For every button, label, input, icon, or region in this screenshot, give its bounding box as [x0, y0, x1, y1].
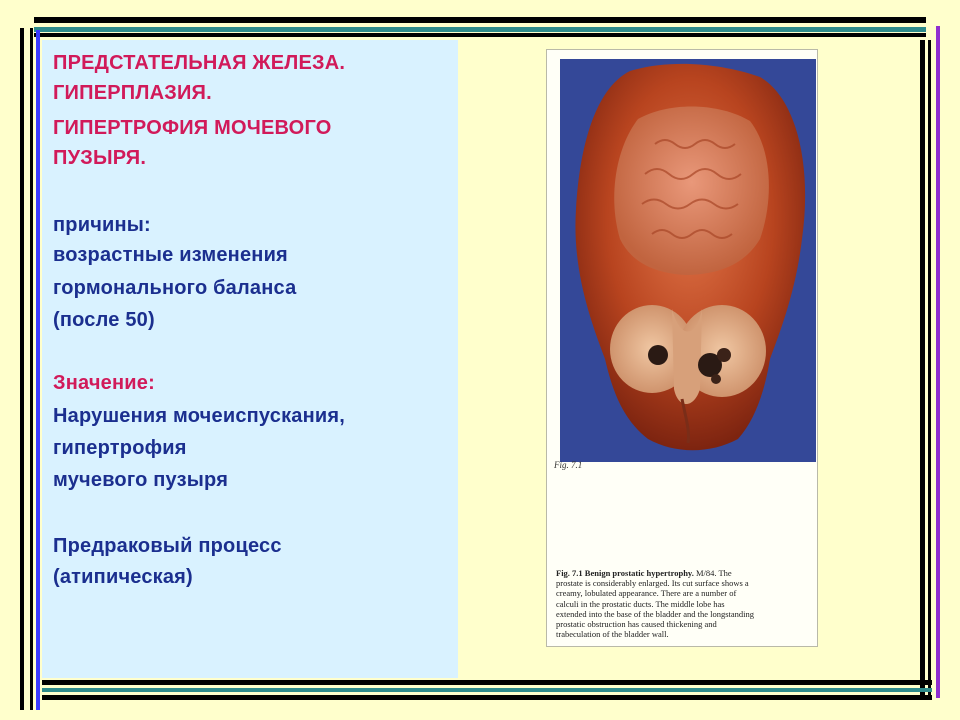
title-line-4: ПУЗЫРЯ. — [53, 147, 147, 169]
frame-bottom-black-bar — [42, 680, 932, 685]
title-line-2: ГИПЕРПЛАЗИЯ. — [53, 82, 212, 104]
significance-label: Значение: — [53, 372, 155, 394]
caption-heading: Fig. 7.1 Benign prostatic hypertrophy. — [556, 568, 694, 578]
causes-label: причины: — [53, 214, 151, 236]
frame-bottom-teal-bar — [42, 688, 932, 692]
significance-line-3: мучевого пузыря — [53, 469, 229, 491]
figure-card — [546, 49, 818, 647]
caption-line-4: extended into the base of the bladder and the longstanding — [556, 608, 755, 619]
significance-line-2: гипертрофия — [53, 437, 187, 459]
frame-right-black-bar-2 — [928, 40, 931, 698]
frame-top-black-bar-2 — [34, 33, 926, 37]
precancer-line-1: Предраковый процесс — [53, 535, 282, 557]
frame-left-blue-bar — [36, 30, 40, 710]
frame-right-black-bar — [920, 40, 925, 698]
causes-line-2: гормонального баланса — [53, 277, 297, 299]
title-line-1: ПРЕДСТАТЕЛЬНАЯ ЖЕЛЕЗА. — [53, 52, 346, 74]
caption-line-2: creamy, lobulated appearance. There are a number of — [556, 588, 737, 599]
causes-line-3: (после 50) — [53, 309, 155, 331]
caption-ref: M/84. The — [695, 568, 732, 578]
specimen-photo — [560, 59, 816, 462]
figure-label: Fig. 7.1 — [554, 460, 583, 470]
caption-line-1: prostate is considerably enlarged. Its cut surface shows a — [556, 578, 749, 589]
figure-caption — [556, 568, 808, 639]
frame-left-black-bar — [20, 28, 24, 710]
frame-left-black-bar-2 — [30, 28, 33, 710]
causes-line-1: возрастные изменения — [53, 244, 288, 266]
significance-line-1: Нарушения мочеиспускания, — [53, 405, 346, 427]
frame-bottom-black-bar-2 — [42, 695, 932, 700]
frame-top-teal-bar — [34, 27, 926, 32]
frame-right-purple-bar — [936, 26, 940, 698]
caption-line-3: calculi in the prostatic ducts. The middle lobe has — [556, 598, 725, 609]
caption-line-5: prostatic obstruction has caused thickening and — [556, 619, 717, 630]
frame-top-black-bar — [34, 17, 926, 23]
caption-line-6: trabeculation of the bladder wall. — [556, 629, 669, 640]
title-line-3: ГИПЕРТРОФИЯ МОЧЕВОГО — [53, 117, 332, 139]
precancer-line-2: (атипическая) — [53, 566, 193, 588]
